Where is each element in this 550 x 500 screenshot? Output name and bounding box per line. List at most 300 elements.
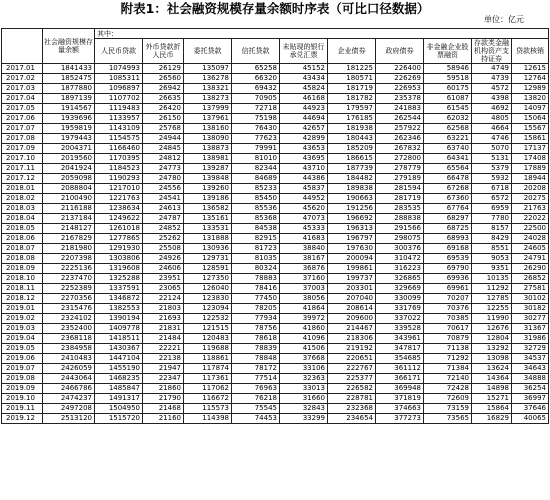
data-table (1, 28, 549, 424)
value-cell: 2513120 (43, 414, 95, 424)
table-row (2, 174, 549, 184)
value-cell: 1468235 (95, 374, 143, 384)
value-cell: 1119483 (95, 104, 143, 114)
value-cell: 4739 (472, 74, 512, 84)
value-cell: 71292 (424, 354, 472, 364)
value-cell: 77514 (232, 374, 280, 384)
value-cell: 34643 (512, 364, 549, 374)
value-cell: 199737 (328, 274, 376, 284)
value-cell: 226269 (376, 74, 424, 84)
value-cell: 1877880 (43, 84, 95, 94)
value-cell: 1515720 (95, 414, 143, 424)
value-cell: 69961 (424, 284, 472, 294)
value-cell: 73565 (424, 414, 472, 424)
value-cell: 120483 (184, 334, 232, 344)
value-cell: 21468 (143, 404, 184, 414)
value-cell: 6959 (472, 204, 512, 214)
value-cell: 22500 (512, 224, 549, 234)
value-cell: 298075 (376, 234, 424, 244)
value-cell: 23951 (143, 274, 184, 284)
value-cell: 1154575 (95, 134, 143, 144)
table-row (2, 164, 549, 174)
value-cell: 2443064 (43, 374, 95, 384)
table-row (2, 84, 549, 94)
value-cell: 1430367 (95, 344, 143, 354)
value-cell: 131888 (184, 234, 232, 244)
value-cell: 31367 (512, 324, 549, 334)
value-cell: 68993 (424, 234, 472, 244)
value-cell: 21790 (143, 394, 184, 404)
value-cell: 2497208 (43, 404, 95, 414)
value-cell: 181719 (328, 84, 376, 94)
value-cell: 20275 (512, 194, 549, 204)
value-cell: 2088804 (43, 184, 95, 194)
value-cell: 262346 (376, 134, 424, 144)
value-cell: 43653 (280, 144, 328, 154)
value-cell: 70879 (424, 334, 472, 344)
value-cell: 136278 (184, 74, 232, 84)
value-cell: 14898 (472, 384, 512, 394)
value-cell: 78756 (232, 324, 280, 334)
value-cell: 40065 (512, 414, 549, 424)
value-cell: 78848 (232, 354, 280, 364)
table-row (2, 394, 549, 404)
value-cell: 44952 (280, 194, 328, 204)
value-cell: 68297 (424, 214, 472, 224)
value-cell: 181938 (328, 124, 376, 134)
date-cell: 2017.12 (2, 174, 43, 184)
date-cell: 2019.02 (2, 314, 43, 324)
value-cell: 4664 (472, 124, 512, 134)
value-cell: 1382553 (95, 304, 143, 314)
value-cell: 4746 (472, 134, 512, 144)
value-cell: 24791 (512, 254, 549, 264)
date-cell: 2019.05 (2, 344, 43, 354)
value-cell: 2384958 (43, 344, 95, 354)
value-cell: 135097 (184, 64, 232, 74)
table-row (2, 214, 549, 224)
table-row (2, 124, 549, 134)
value-cell: 191256 (328, 204, 376, 214)
col-header: 委托贷款 (184, 39, 232, 64)
total-header: 社会融资规模存量余额 (43, 29, 95, 64)
date-cell: 2017.03 (2, 84, 43, 94)
value-cell: 22138 (143, 354, 184, 364)
value-cell: 185209 (328, 144, 376, 154)
value-cell: 126040 (184, 284, 232, 294)
value-cell: 26560 (143, 74, 184, 84)
table-row (2, 194, 549, 204)
date-cell: 2018.03 (2, 204, 43, 214)
value-cell: 36254 (512, 384, 549, 394)
date-cell: 2018.11 (2, 284, 43, 294)
value-cell: 60175 (424, 84, 472, 94)
date-cell: 2017.01 (2, 64, 43, 74)
table-row (2, 294, 549, 304)
value-cell: 39972 (280, 314, 328, 324)
value-cell: 1939696 (43, 114, 95, 124)
table-row (2, 94, 549, 104)
table-row (2, 334, 549, 344)
value-cell: 291566 (376, 224, 424, 234)
date-cell: 2018.08 (2, 254, 43, 264)
table-row (2, 374, 549, 384)
table-row (2, 404, 549, 414)
value-cell: 136582 (184, 204, 232, 214)
value-cell: 72609 (424, 394, 472, 404)
table-row (2, 144, 549, 154)
value-cell: 139287 (184, 164, 232, 174)
table-row (2, 324, 549, 334)
value-cell: 222767 (328, 364, 376, 374)
value-cell: 24605 (512, 244, 549, 254)
value-cell: 199861 (328, 264, 376, 274)
value-cell: 43695 (280, 154, 328, 164)
value-cell: 196797 (328, 234, 376, 244)
value-cell: 123094 (184, 304, 232, 314)
date-header (2, 29, 43, 64)
value-cell: 23065 (143, 284, 184, 294)
table-row (2, 264, 549, 274)
value-cell: 1277865 (95, 234, 143, 244)
date-cell: 2018.12 (2, 294, 43, 304)
value-cell: 139186 (184, 194, 232, 204)
value-cell: 226582 (328, 384, 376, 394)
value-cell: 85536 (232, 204, 280, 214)
value-cell: 45333 (280, 224, 328, 234)
value-cell: 33106 (280, 364, 328, 374)
value-cell: 45824 (280, 84, 328, 94)
value-cell: 2315476 (43, 304, 95, 314)
value-cell: 21763 (512, 204, 549, 214)
date-cell: 2019.04 (2, 334, 43, 344)
value-cell: 208614 (328, 304, 376, 314)
value-cell: 12764 (512, 74, 549, 84)
date-cell: 2019.06 (2, 354, 43, 364)
value-cell: 288838 (376, 214, 424, 224)
value-cell: 137999 (184, 104, 232, 114)
value-cell: 15864 (472, 404, 512, 414)
table-row (2, 64, 549, 74)
value-cell: 75198 (232, 114, 280, 124)
value-cell: 17137 (512, 144, 549, 154)
value-cell: 197630 (328, 244, 376, 254)
date-cell: 2019.01 (2, 304, 43, 314)
value-cell: 70905 (232, 94, 280, 104)
value-cell: 61087 (424, 94, 472, 104)
value-cell: 66320 (232, 74, 280, 84)
value-cell: 41864 (280, 304, 328, 314)
value-cell: 45152 (280, 64, 328, 74)
value-cell: 65258 (232, 64, 280, 74)
value-cell: 25508 (143, 244, 184, 254)
value-cell: 26852 (512, 274, 549, 284)
value-cell: 128591 (184, 264, 232, 274)
value-cell: 33013 (280, 384, 328, 394)
value-cell: 1504950 (95, 404, 143, 414)
date-cell: 2018.05 (2, 224, 43, 234)
value-cell: 1447104 (95, 354, 143, 364)
date-cell: 2017.06 (2, 114, 43, 124)
value-cell: 44694 (280, 114, 328, 124)
date-cell: 2017.04 (2, 94, 43, 104)
value-cell: 6718 (472, 184, 512, 194)
value-cell: 118861 (184, 354, 232, 364)
date-cell: 2019.07 (2, 364, 43, 374)
col-header: 贷款核销 (512, 39, 549, 64)
value-cell: 12255 (472, 304, 512, 314)
value-cell: 21860 (143, 384, 184, 394)
table-row (2, 354, 549, 364)
date-cell: 2019.08 (2, 374, 43, 384)
value-cell: 12785 (472, 294, 512, 304)
value-cell: 79991 (232, 144, 280, 154)
value-cell: 226953 (376, 84, 424, 94)
value-cell: 7780 (472, 214, 512, 224)
value-cell: 78618 (232, 334, 280, 344)
value-cell: 38840 (280, 244, 328, 254)
value-cell: 186615 (328, 154, 376, 164)
value-cell: 78172 (232, 364, 280, 374)
value-cell: 329669 (376, 284, 424, 294)
value-cell: 133531 (184, 224, 232, 234)
value-cell: 70376 (424, 304, 472, 314)
value-cell: 220651 (328, 354, 376, 364)
table-row (2, 274, 549, 284)
value-cell: 78205 (232, 304, 280, 314)
value-cell: 21693 (143, 314, 184, 324)
value-cell: 65564 (424, 164, 472, 174)
value-cell: 67764 (424, 204, 472, 214)
col-header: 外币贷款折人民币 (143, 39, 184, 64)
value-cell: 59518 (424, 74, 472, 84)
value-cell: 74453 (232, 414, 280, 424)
value-cell: 176185 (328, 114, 376, 124)
table-row (2, 284, 549, 294)
value-cell: 18944 (512, 174, 549, 184)
table-row (2, 204, 549, 214)
table-row (2, 384, 549, 394)
value-cell: 121515 (184, 324, 232, 334)
value-cell: 62568 (424, 124, 472, 134)
value-cell: 34537 (512, 354, 549, 364)
value-cell: 64341 (424, 154, 472, 164)
value-cell: 279189 (376, 174, 424, 184)
value-cell: 115573 (184, 404, 232, 414)
value-cell: 21803 (143, 304, 184, 314)
value-cell: 58946 (424, 64, 472, 74)
value-cell: 138160 (184, 124, 232, 134)
value-cell: 1418511 (95, 334, 143, 344)
table-row (2, 344, 549, 354)
col-header: 人民币贷款 (95, 39, 143, 64)
value-cell: 24852 (143, 224, 184, 234)
value-cell: 122532 (184, 314, 232, 324)
date-cell: 2017.09 (2, 144, 43, 154)
value-cell: 2270356 (43, 294, 95, 304)
value-cell: 33299 (280, 414, 328, 424)
value-cell: 13098 (472, 354, 512, 364)
value-cell: 2137184 (43, 214, 95, 224)
value-cell: 45837 (280, 184, 328, 194)
table-row (2, 74, 549, 84)
value-cell: 2426059 (43, 364, 95, 374)
value-cell: 1261018 (95, 224, 143, 234)
value-cell: 241883 (376, 104, 424, 114)
value-cell: 22221 (143, 344, 184, 354)
table-row (2, 254, 549, 264)
value-cell: 26635 (143, 94, 184, 104)
value-cell: 37668 (280, 354, 328, 364)
value-cell: 2181980 (43, 244, 95, 254)
date-cell: 2017.07 (2, 124, 43, 134)
value-cell: 135161 (184, 214, 232, 224)
unit-label: 单位：亿元 (484, 15, 524, 24)
value-cell: 127350 (184, 274, 232, 284)
value-cell: 76963 (232, 384, 280, 394)
value-cell: 24613 (143, 204, 184, 214)
date-cell: 2019.03 (2, 324, 43, 334)
value-cell: 114398 (184, 414, 232, 424)
table-row (2, 114, 549, 124)
value-cell: 38056 (280, 294, 328, 304)
value-cell: 209600 (328, 314, 376, 324)
table-row (2, 224, 549, 234)
value-cell: 72140 (424, 374, 472, 384)
value-cell: 85368 (232, 214, 280, 224)
value-cell: 30182 (512, 304, 549, 314)
value-cell: 232368 (328, 404, 376, 414)
value-cell: 2019560 (43, 154, 95, 164)
value-cell: 11292 (472, 284, 512, 294)
value-cell: 84689 (232, 174, 280, 184)
value-cell: 13820 (512, 94, 549, 104)
value-cell: 1409778 (95, 324, 143, 334)
value-cell: 85450 (232, 194, 280, 204)
value-cell: 228781 (328, 394, 376, 404)
value-cell: 21831 (143, 324, 184, 334)
value-cell: 32363 (280, 374, 328, 384)
value-cell: 123830 (184, 294, 232, 304)
value-cell: 67360 (424, 194, 472, 204)
value-cell: 283535 (376, 204, 424, 214)
value-cell: 1074993 (95, 64, 143, 74)
value-cell: 214467 (328, 324, 376, 334)
value-cell: 1096897 (95, 84, 143, 94)
value-cell: 377273 (376, 414, 424, 424)
value-cell: 26420 (143, 104, 184, 114)
sub-label-header: 其中： (95, 29, 549, 39)
value-cell: 13292 (472, 344, 512, 354)
col-header: 未贴现的银行承兑汇票 (280, 39, 328, 64)
value-cell: 4805 (472, 114, 512, 124)
value-cell: 310472 (376, 254, 424, 264)
value-cell: 24926 (143, 254, 184, 264)
value-cell: 138090 (184, 134, 232, 144)
value-cell: 42657 (280, 124, 328, 134)
value-cell: 137961 (184, 114, 232, 124)
value-cell: 1491317 (95, 394, 143, 404)
value-cell: 17408 (512, 154, 549, 164)
value-cell: 190663 (328, 194, 376, 204)
value-cell: 219192 (328, 344, 376, 354)
value-cell: 326865 (376, 274, 424, 284)
value-cell: 22124 (143, 294, 184, 304)
date-cell: 2017.02 (2, 74, 43, 84)
col-header: 信托贷款 (232, 39, 280, 64)
value-cell: 20208 (512, 184, 549, 194)
value-cell: 347817 (376, 344, 424, 354)
date-cell: 2017.11 (2, 164, 43, 174)
value-cell: 196313 (328, 224, 376, 234)
value-cell: 11990 (472, 314, 512, 324)
value-cell: 337022 (376, 314, 424, 324)
value-cell: 200094 (328, 254, 376, 264)
value-cell: 1485847 (95, 384, 143, 394)
value-cell: 1166460 (95, 144, 143, 154)
value-cell: 1249622 (95, 214, 143, 224)
page-title: 附表1：社会融资规模存量余额时序表（可比口径数据） (120, 1, 430, 16)
value-cell: 24556 (143, 184, 184, 194)
value-cell: 366171 (376, 374, 424, 384)
value-cell: 26129 (143, 64, 184, 74)
value-cell: 129731 (184, 254, 232, 264)
value-cell: 371819 (376, 394, 424, 404)
value-cell: 77934 (232, 314, 280, 324)
value-cell: 257922 (376, 124, 424, 134)
value-cell: 69539 (424, 254, 472, 264)
value-cell: 203301 (328, 284, 376, 294)
value-cell: 12676 (472, 324, 512, 334)
value-cell: 45620 (280, 204, 328, 214)
value-cell: 68725 (424, 224, 472, 234)
value-cell: 63740 (424, 144, 472, 154)
value-cell: 354685 (376, 354, 424, 364)
value-cell: 225377 (328, 374, 376, 384)
value-cell: 262544 (376, 114, 424, 124)
col-header: 企业债券 (328, 39, 376, 64)
date-cell: 2018.10 (2, 274, 43, 284)
value-cell: 76218 (232, 394, 280, 404)
value-cell: 84538 (232, 224, 280, 234)
value-cell: 21484 (143, 334, 184, 344)
value-cell: 2207398 (43, 254, 95, 264)
value-cell: 330099 (376, 294, 424, 304)
value-cell: 15861 (512, 134, 549, 144)
value-cell: 25262 (143, 234, 184, 244)
value-cell: 82915 (232, 234, 280, 244)
value-cell: 1897139 (43, 94, 95, 104)
value-cell: 138321 (184, 84, 232, 94)
value-cell: 272800 (376, 154, 424, 164)
value-cell: 32729 (512, 344, 549, 354)
value-cell: 316223 (376, 264, 424, 274)
value-cell: 76430 (232, 124, 280, 134)
value-cell: 1170395 (95, 154, 143, 164)
value-cell: 119688 (184, 344, 232, 354)
value-cell: 218306 (328, 334, 376, 344)
value-cell: 78839 (232, 344, 280, 354)
value-cell: 1914567 (43, 104, 95, 114)
date-cell: 2018.02 (2, 194, 43, 204)
value-cell: 138981 (184, 154, 232, 164)
value-cell: 180443 (328, 134, 376, 144)
value-cell: 1390194 (95, 314, 143, 324)
value-cell: 1291930 (95, 244, 143, 254)
value-cell: 37003 (280, 284, 328, 294)
value-cell: 75545 (232, 404, 280, 414)
value-cell: 2352400 (43, 324, 95, 334)
